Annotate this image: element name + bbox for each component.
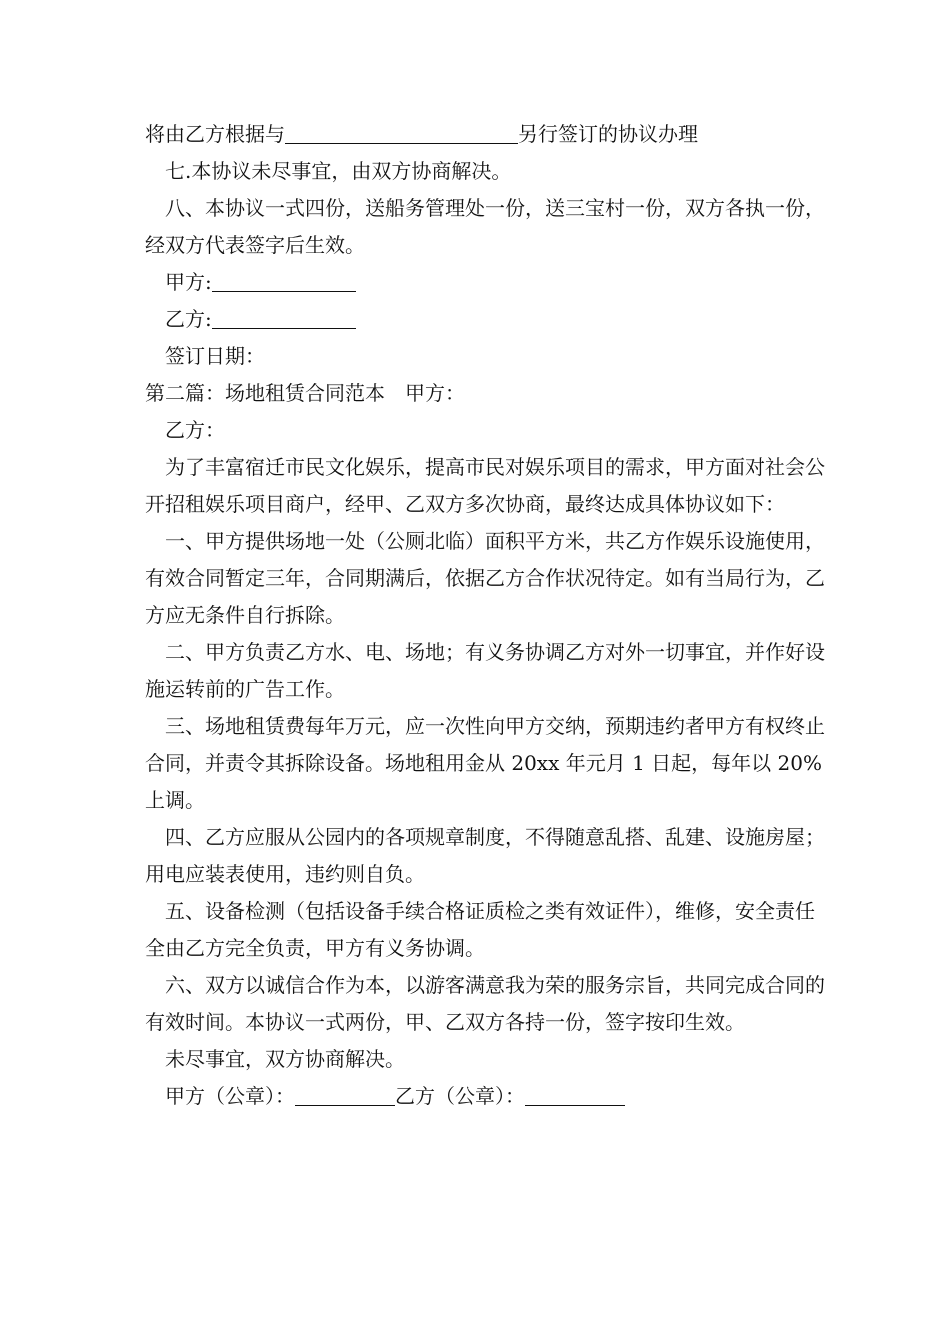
sign-date: 签订日期： [165, 344, 265, 368]
clause-one: 一、甲方提供场地一处（公厕北临）面积平方米，共乙方作娱乐设施使用，有效合同暂定三年，合同期满后，依据乙方合作状况待定。如有当局行为，乙方应无条件自行拆除。 [145, 529, 825, 627]
clause-five: 五、设备检测（包括设备手续合格证质检之类有效证件），维修，安全责任全由乙方完全负责，甲方有义务协调。 [145, 899, 815, 960]
seal-b-label: 乙方（公章）： [395, 1084, 525, 1108]
intro-paragraph: 为了丰富宿迁市民文化娱乐，提高市民对娱乐项目的需求，甲方面对社会公开招租娱乐项目商户，经甲、乙双方多次协商，最终达成具体协议如下： [145, 455, 825, 516]
section-title: 第二篇：场地租赁合同范本 [145, 381, 385, 405]
closing-line: 未尽事宜，双方协商解决。 [165, 1047, 405, 1071]
seal-line [145, 1078, 825, 1115]
clause-four: 四、乙方应服从公园内的各项规章制度，不得随意乱搭、乱建、设施房屋；用电应装表使用，违约则自负。 [145, 825, 825, 886]
section-party-a: 甲方： [405, 381, 465, 405]
paragraph-continuation [145, 116, 825, 153]
seal-b-blank [525, 1085, 625, 1106]
seal-a-blank [295, 1085, 395, 1106]
clause-eight: 八、本协议一式四份，送船务管理处一份，送三宝村一份，双方各执一份，经双方代表签字后生效。 [145, 196, 825, 257]
clause-six: 六、双方以诚信合作为本，以游客满意我为荣的服务宗旨，共同完成合同的有效时间。本协议一式两份，甲、乙双方各持一份，签字按印生效。 [145, 973, 825, 1034]
document-body [145, 116, 825, 1115]
party-b-signature [145, 301, 825, 338]
section-heading [145, 375, 825, 412]
section-party-b: 乙方： [165, 418, 225, 442]
party-a-label: 甲方: [165, 270, 212, 294]
clause-seven: 七.本协议未尽事宜，由双方协商解决。 [165, 159, 512, 183]
signature-line [212, 308, 356, 329]
text-segment: 将由乙方根据与 [145, 122, 285, 146]
signature-line [212, 271, 356, 292]
clause-three: 三、场地租赁费每年万元，应一次性向甲方交纳，预期违约者甲方有权终止合同，并责令其拆除设备。场地租用金从 20xx 年元月 1 日起，每年以 20%上调。 [145, 714, 825, 812]
seal-a-label: 甲方（公章）： [165, 1084, 295, 1108]
clause-two: 二、甲方负责乙方水、电、场地；有义务协调乙方对外一切事宜，并作好设施运转前的广告工作。 [145, 640, 825, 701]
party-a-signature [145, 264, 825, 301]
text-segment: 另行签订的协议办理 [518, 122, 698, 146]
party-b-label: 乙方: [165, 307, 212, 331]
blank-line [285, 123, 518, 144]
